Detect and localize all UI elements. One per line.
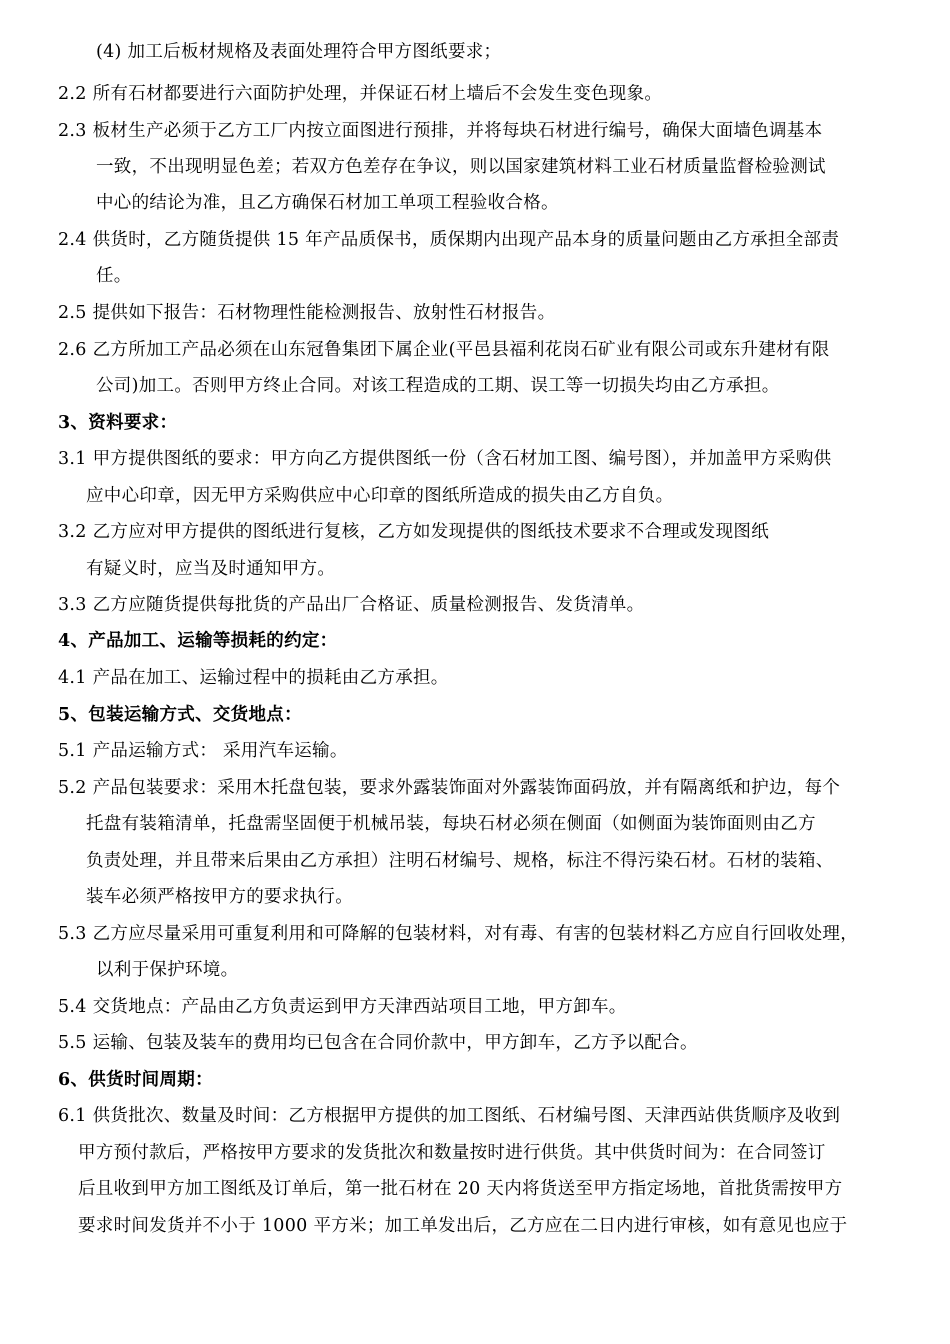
clause-3-2-cont: 有疑义时，应当及时通知甲方。 (86, 559, 336, 579)
clause-2-3: 2.3 板材生产必须于乙方工厂内按立面图进行预排，并将每块石材进行编号，确保大面墙色调基本 (58, 121, 823, 141)
section-6-heading: 6、供货时间周期： (58, 1070, 213, 1090)
clause-2-4: 2.4 供货时，乙方随货提供 15 年产品质保书，质保期内出现产品本身的质量问题由乙方承担全部责 (58, 230, 840, 250)
clause-3-3: 3.3 乙方应随货提供每批货的产品出厂合格证、质量检测报告、发货清单。 (58, 595, 645, 615)
clause-2-2: 2.2 所有石材都要进行六面防护处理，并保证石材上墙后不会发生变色现象。 (58, 84, 663, 104)
clause-2-6-cont: 公司)加工。否则甲方终止合同。对该工程造成的工期、误工等一切损失均由乙方承担。 (96, 376, 780, 396)
clause-5-2: 5.2 产品包装要求：采用木托盘包装，要求外露装饰面对外露装饰面码放，并有隔离纸和护边，每个 (58, 778, 841, 798)
clause-5-2-cont: 装车必须严格按甲方的要求执行。 (86, 887, 353, 907)
section-4-heading: 4、产品加工、运输等损耗的约定： (58, 631, 338, 651)
clause-5-5: 5.5 运输、包装及装车的费用均已包含在合同价款中，甲方卸车，乙方予以配合。 (58, 1033, 698, 1053)
clause-5-2-cont: 托盘有装箱清单，托盘需坚固便于机械吊装，每块石材必须在侧面（如侧面为装饰面则由乙方 (86, 814, 816, 834)
clause-6-1-cont: 甲方预付款后，严格按甲方要求的发货批次和数量按时进行供货。其中供货时间为：在合同签订 (78, 1143, 826, 1163)
clause-6-1-cont: 要求时间发货并不小于 1000 平方米；加工单发出后，乙方应在二日内进行审核，如有意见也应于 (78, 1216, 848, 1236)
clause-6-1: 6.1 供货批次、数量及时间：乙方根据甲方提供的加工图纸、石材编号图、天津西站供货顺序及收到 (58, 1106, 841, 1126)
clause-6-1-cont: 后且收到甲方加工图纸及订单后，第一批石材在 20 天内将货送至甲方指定场地，首批货需按甲方 (78, 1179, 843, 1199)
clause-3-2: 3.2 乙方应对甲方提供的图纸进行复核，乙方如发现提供的图纸技术要求不合理或发现图纸 (58, 522, 769, 542)
clause-5-2-cont: 负责处理，并且带来后果由乙方承担）注明石材编号、规格，标注不得污染石材。石材的装箱、 (86, 851, 834, 871)
clause-3-1: 3.1 甲方提供图纸的要求：甲方向乙方提供图纸一份（含石材加工图、编号图），并加盖甲方采购供 (58, 449, 832, 469)
clause-5-3-cont: 以利于保护环境。 (96, 960, 239, 980)
clause-5-4: 5.4 交货地点：产品由乙方负责运到甲方天津西站项目工地，甲方卸车。 (58, 997, 627, 1017)
clause-5-3: 5.3 乙方应尽量采用可重复利用和可降解的包装材料，对有毒、有害的包装材料乙方应自行回收处理， (58, 924, 858, 944)
clause-4-1: 4.1 产品在加工、运输过程中的损耗由乙方承担。 (58, 668, 449, 688)
clause-2-3-cont: 中心的结论为准，且乙方确保石材加工单项工程验收合格。 (96, 193, 559, 213)
clause-2-4-cont: 任。 (96, 266, 132, 286)
clause-2-5: 2.5 提供如下报告：石材物理性能检测报告、放射性石材报告。 (58, 303, 556, 323)
clause-5-1: 5.1 产品运输方式： 采用汽车运输。 (58, 741, 348, 761)
section-3-heading: 3、资料要求： (58, 413, 178, 433)
section-5-heading: 5、包装运输方式、交货地点： (58, 705, 302, 725)
item-2-1-4: (4) 加工后板材规格及表面处理符合甲方图纸要求； (96, 42, 502, 62)
clause-2-6: 2.6 乙方所加工产品必须在山东冠鲁集团下属企业(平邑县福利花岗石矿业有限公司或东升建材有限 (58, 340, 830, 360)
clause-3-1-cont: 应中心印章，因无甲方采购供应中心印章的图纸所造成的损失由乙方自负。 (86, 486, 674, 506)
clause-2-3-cont: 一致，不出现明显色差；若双方色差存在争议，则以国家建筑材料工业石材质量监督检验测试 (96, 157, 826, 177)
